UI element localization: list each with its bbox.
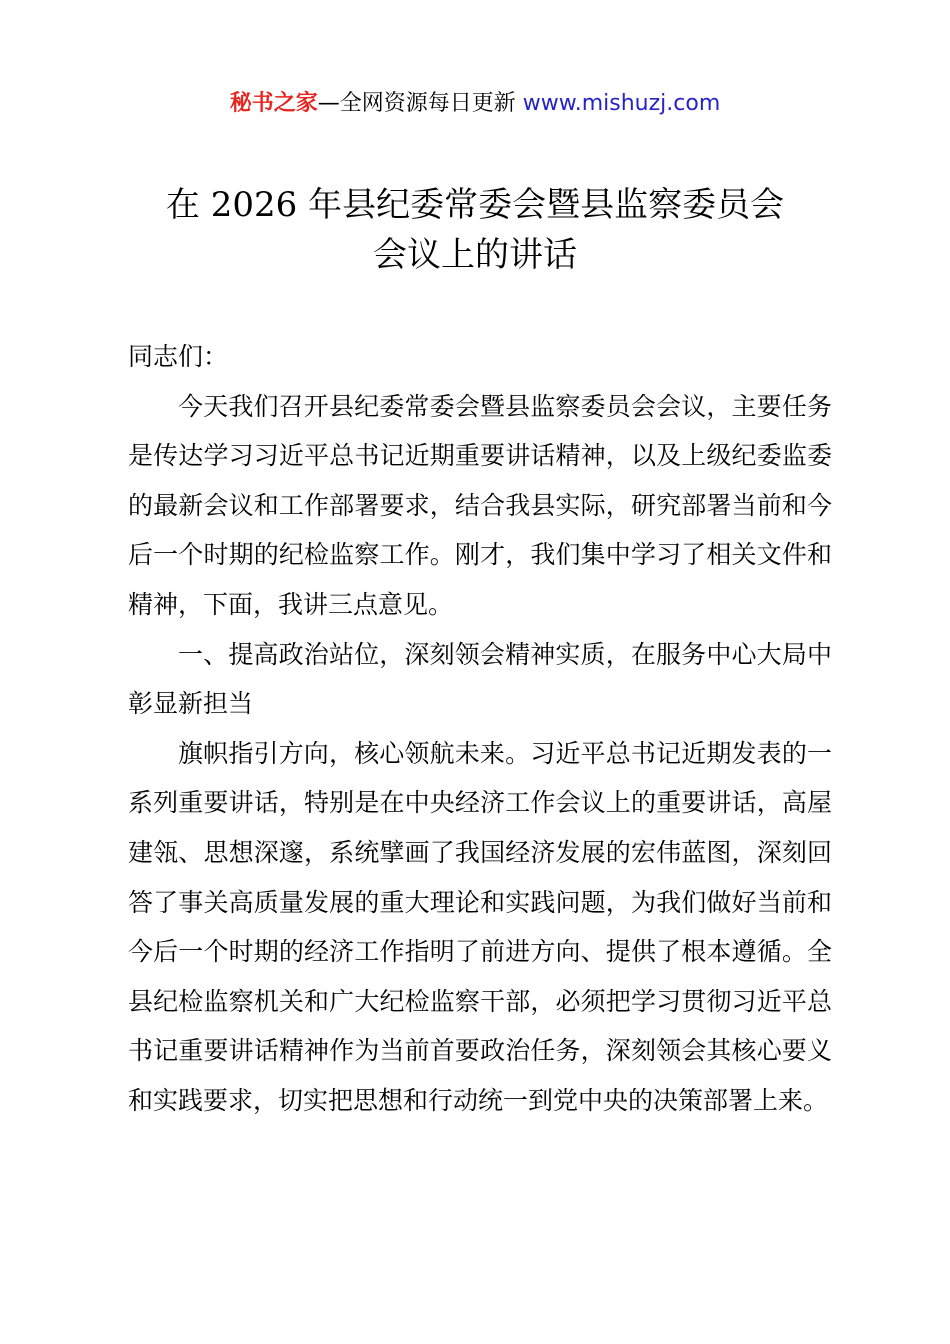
brand-name: 秘书之家 xyxy=(229,91,318,116)
title-line-2: 会议上的讲话 xyxy=(373,235,577,275)
salutation: 同志们： xyxy=(128,342,229,371)
site-url-link[interactable]: www.mishuzj.com xyxy=(522,91,721,116)
title-line-1: 在 2026 年县纪委常委会暨县监察委员会 xyxy=(165,185,785,225)
paragraph-section-1: 旗帜指引方向，核心领航未来。习近平总书记近期发表的一系列重要讲话，特别是在中央经济工作会议上的重要讲话，高屋建瓴、思想深邃，系统擘画了我国经济发展的宏伟蓝图，深刻回答了事关高质量发展的重大理论和实践问题，为我们做好当前和今后一个时期的经济工作指明了前进方向、提供了根本遵循。全县纪检监察机关和广大纪检监察干部，必须把学习贯彻习近平总书记重要讲话精神作为当前首要政治任务，深刻领会其核心要义和实践要求，切实把思想和行动统一到党中央的决策部署上来。 xyxy=(128,738,832,1115)
site-header xyxy=(0,86,950,122)
document-body xyxy=(128,332,832,1126)
section-heading-1: 一、提高政治站位，深刻领会精神实质，在服务中心大局中彰显新担当 xyxy=(128,639,832,719)
paragraph-intro: 今天我们召开县纪委常委会暨县监察委员会会议，主要任务是传达学习习近平总书记近期重要讲话精神，以及上级纪委监委的最新会议和工作部署要求，结合我县实际，研究部署当前和今后一个时期的纪检监察工作。刚才，我们集中学习了相关文件和精神，下面，我讲三点意见。 xyxy=(128,391,832,619)
header-tagline: —全网资源每日更新 xyxy=(317,91,523,116)
document-title xyxy=(0,180,950,280)
